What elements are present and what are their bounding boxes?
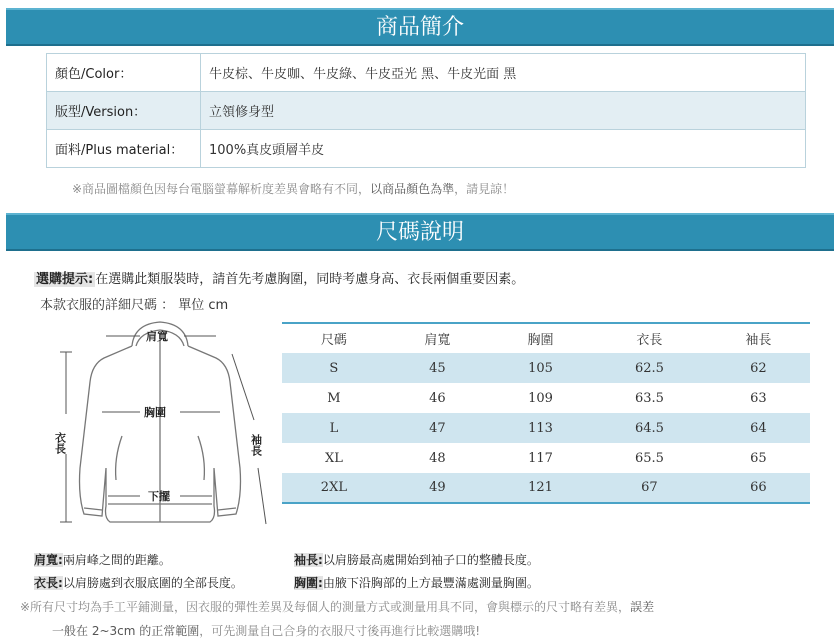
note-text: ，可先測量自己合身的衣服尺寸後再進行比較選購哦! xyxy=(199,624,481,638)
info-row-material xyxy=(47,130,806,168)
legend-label: 肩寬: xyxy=(34,553,63,567)
figure-label-chest: 胸圍 xyxy=(144,406,166,419)
cell-length: 62.5 xyxy=(592,353,707,383)
cell-size: XL xyxy=(282,443,386,473)
legend-text: 以肩膀處到衣服底圍的全部長度。 xyxy=(62,576,243,590)
cell-shoulder: 45 xyxy=(386,353,489,383)
legend-chest xyxy=(294,574,539,591)
intro-banner xyxy=(6,8,834,46)
info-row-version xyxy=(47,92,806,130)
cell-length: 63.5 xyxy=(592,383,707,413)
header-length: 衣長 xyxy=(636,333,663,348)
info-key: 顏色/Color： xyxy=(47,54,201,92)
info-key: 版型/Version： xyxy=(47,92,201,130)
legend-label: 袖長: xyxy=(294,553,323,567)
figure-label-length: 衣長 xyxy=(53,432,67,454)
legend-length xyxy=(34,574,243,591)
table-row xyxy=(282,443,810,473)
purchase-tip xyxy=(34,268,524,287)
size-title: 尺碼說明 xyxy=(375,220,464,245)
cell-size: M xyxy=(282,383,386,413)
measurement-note-cont xyxy=(52,622,480,639)
legend-label: 衣長: xyxy=(34,576,63,590)
note-emphasis: 以商品顏色為準 xyxy=(370,182,455,196)
cell-shoulder: 47 xyxy=(386,413,489,443)
figure-label-shoulder: 肩寬 xyxy=(146,330,168,343)
figure-label-hem: 下擺 xyxy=(148,490,170,503)
cell-size: 2XL xyxy=(282,473,386,503)
cell-sleeve: 63 xyxy=(707,383,810,413)
table-row xyxy=(282,413,810,443)
figure-label-sleeve: 袖長 xyxy=(249,434,263,456)
cell-shoulder: 46 xyxy=(386,383,489,413)
cell-shoulder: 49 xyxy=(386,473,489,503)
cell-chest: 113 xyxy=(489,413,592,443)
cell-chest: 109 xyxy=(489,383,592,413)
table-row xyxy=(282,383,810,413)
color-disclaimer xyxy=(72,180,514,197)
size-table xyxy=(282,322,810,504)
measurement-note xyxy=(20,598,654,615)
info-key: 面料/Plus material： xyxy=(47,130,201,168)
size-subtitle: 本款衣服的詳細尺碼 ： 單位 cm xyxy=(40,298,229,313)
header-size: 尺碼 xyxy=(320,333,347,348)
header-shoulder: 肩寬 xyxy=(424,333,451,348)
info-row-color xyxy=(47,54,806,92)
cell-length: 65.5 xyxy=(592,443,707,473)
cell-sleeve: 65 xyxy=(707,443,810,473)
note-text: ※商品圖檔顏色因每台電腦螢幕解析度差異會略有不同， xyxy=(72,182,371,196)
info-value: 100%真皮頭層羊皮 xyxy=(201,130,806,168)
size-banner xyxy=(6,213,834,251)
legend-text: 兩肩峰之間的距離。 xyxy=(62,553,171,567)
header-chest: 胸圍 xyxy=(527,333,554,348)
tip-label: 選購提示: xyxy=(36,272,94,287)
legend-shoulder xyxy=(34,551,171,568)
cell-length: 64.5 xyxy=(592,413,707,443)
tip-text: 在選購此類服裝時，請首先考慮胸圍，同時考慮身高、衣長兩個重要因素。 xyxy=(95,272,525,287)
cell-size: S xyxy=(282,353,386,383)
table-row xyxy=(282,353,810,383)
note-text: ※所有尺寸均為手工平鋪測量，因衣服的彈性差異及每個人的測量方式或測量用具不同，會與標示的尺寸略有差異， xyxy=(20,600,631,614)
legend-text: 由腋下沿胸部的上方最豐滿處測量胸圍。 xyxy=(322,576,539,590)
garment-diagram xyxy=(44,318,276,533)
cell-sleeve: 62 xyxy=(707,353,810,383)
cell-size: L xyxy=(282,413,386,443)
header-sleeve: 袖長 xyxy=(745,333,772,348)
info-value: 牛皮棕、牛皮咖、牛皮綠、牛皮亞光 黑、牛皮光面 黑 xyxy=(201,54,806,92)
cell-shoulder: 48 xyxy=(386,443,489,473)
size-table-header xyxy=(282,323,810,353)
legend-label: 胸圍: xyxy=(294,576,323,590)
note-emphasis: 誤差 xyxy=(630,600,655,614)
product-info-table xyxy=(46,53,806,168)
cell-chest: 105 xyxy=(489,353,592,383)
cell-length: 67 xyxy=(592,473,707,503)
info-value: 立領修身型 xyxy=(201,92,806,130)
intro-title: 商品簡介 xyxy=(375,15,464,40)
cell-sleeve: 66 xyxy=(707,473,810,503)
note-emphasis: 一般在 2~3cm 的正常範圍 xyxy=(52,624,200,638)
note-text: ，請見諒！ xyxy=(454,182,515,196)
cell-chest: 117 xyxy=(489,443,592,473)
legend-text: 以肩膀最高處開始到袖子口的整體長度。 xyxy=(322,553,539,567)
cell-sleeve: 64 xyxy=(707,413,810,443)
legend-sleeve xyxy=(294,551,539,568)
cell-chest: 121 xyxy=(489,473,592,503)
table-row xyxy=(282,473,810,503)
